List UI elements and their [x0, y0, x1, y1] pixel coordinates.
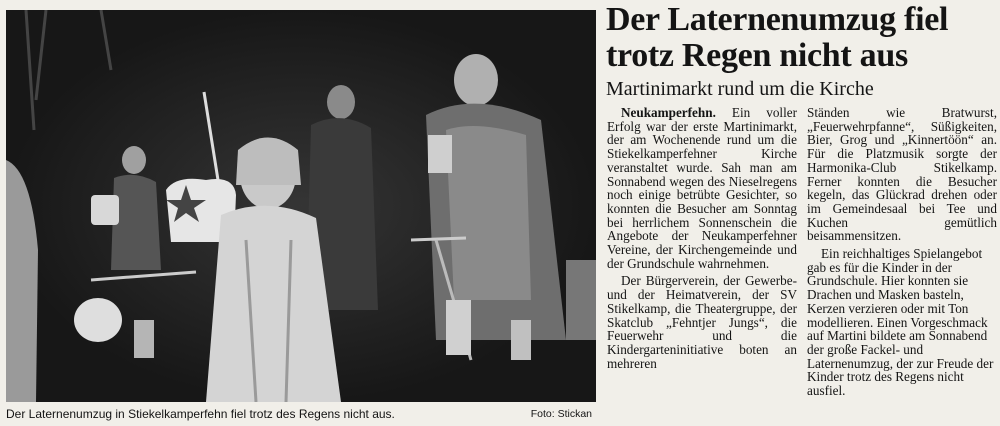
article-column-1 [607, 106, 797, 370]
photo-caption-row [6, 404, 596, 424]
article-text: Ein voller Erfolg war der erste Martinimarkt, der am Wochenende rund um die Stiekelkamperfehner Kirche veranstaltet wurde. Sah man am Sonnabend wegen des Nieselregens noch einige betrübte Gesichter, so konnten die Besucher am Sonntag bei herrlichem Sonnenschein die Angebote der Neukamperfehner Vereine, der Kirchengemeinde und der Grundschule wahrnehmen. [607, 105, 797, 271]
article-paragraph [607, 106, 797, 270]
article-column-2 [807, 106, 997, 398]
subheadline: Martinimarkt rund um die Kirche [606, 78, 874, 100]
article-lead-word: Neukamperfehn. [621, 105, 716, 120]
news-photo [6, 10, 596, 402]
article-paragraph: Ständen wie Bratwurst, „Feuerwehrpfanne“, Süßigkeiten, Bier, Grog und „Kinnertöön“ an. Für die Platzmusik sorgte der Harmonika-Club Stikelkamp. Ferner konnten die Besucher kegeln, das Glückrad drehen oder im Gemeindesaal bei Tee und Kuchen gemütlich beisammensitzen. [807, 105, 997, 244]
headline: Der Laternenumzug fiel trotz Regen nicht aus [606, 1, 949, 74]
photo-caption: Der Laternenumzug in Stiekelkamperfehn fiel trotz des Regens nicht aus. [6, 407, 395, 421]
article-paragraph: Der Bürgerverein, der Gewerbe- und der Heimatverein, der SV Stikelkamp, die Theatergruppe, der Skatclub „Fehntjer Jungs“, die Feuerwehr und die Kindergarteninitiative boten an mehreren [607, 273, 797, 371]
article-paragraph: Ein reichhaltiges Spielangebot gab es für die Kinder in der Grundschule. Hier konnten sie Drachen und Masken basteln, Kerzen verzieren oder mit Ton modellieren. Einen Vorgeschmack auf Martini bildete am Sonnabend der große Fackel- und Laternenumzug, der zur Freude der Kinder trotz des Regens nicht ausfiel. [807, 246, 994, 399]
photo-credit: Foto: Stickan [530, 408, 592, 420]
